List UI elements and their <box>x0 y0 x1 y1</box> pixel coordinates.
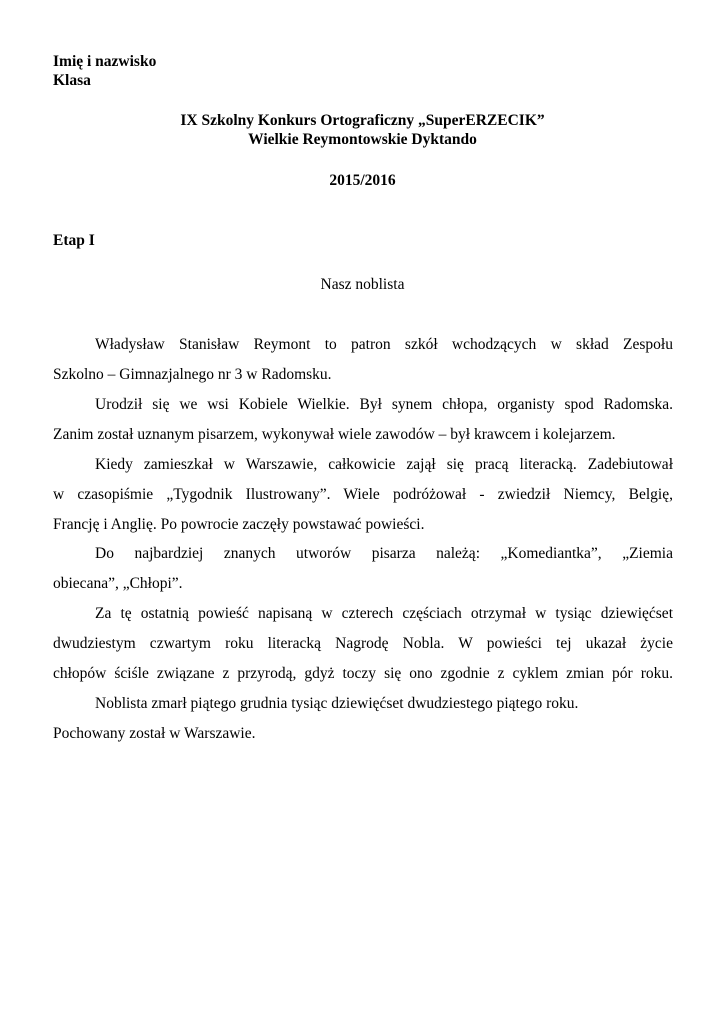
story-line: dwudziestym czwartym roku literacką Nagrodę Nobla. W powieści tej ukazał życie <box>53 635 673 652</box>
story-line: Szkolno – Gimnazjalnego nr 3 w Radomsku. <box>53 366 332 383</box>
story-line: w czasopiśmie „Tygodnik Ilustrowany”. Wiele podróżował - zwiedził Niemcy, Belgię, <box>53 486 673 503</box>
contest-subtitle: Wielkie Reymontowskie Dyktando <box>248 131 477 148</box>
story-line: Francję i Anglię. Po powrocie zaczęły powstawać powieści. <box>53 516 425 533</box>
story-title: Nasz noblista <box>320 276 405 293</box>
story-line: chłopów ściśle związane z przyrodą, gdyż toczy się ono zgodnie z cyklem zmian pór roku. <box>53 665 673 682</box>
school-year: 2015/2016 <box>329 172 396 189</box>
name-label: Imię i nazwisko <box>53 53 157 70</box>
class-label: Klasa <box>53 72 91 89</box>
story-line: obiecana”, „Chłopi”. <box>53 575 183 592</box>
story-line: Władysław Stanisław Reymont to patron szkół wchodzących w skład Zespołu <box>95 336 673 353</box>
story-line: Kiedy zamieszkał w Warszawie, całkowicie zajął się pracą literacką. Zadebiutował <box>95 456 673 473</box>
story-line: Za tę ostatnią powieść napisaną w czterech częściach otrzymał w tysiąc dziewięćset <box>95 605 673 622</box>
stage-label: Etap I <box>53 232 95 249</box>
story-line: Do najbardziej znanych utworów pisarza należą: „Komediantka”, „Ziemia <box>95 545 673 562</box>
story-line: Pochowany został w Warszawie. <box>53 725 256 742</box>
story-line: Zanim został uznanym pisarzem, wykonywał wiele zawodów – był krawcem i kolejarzem. <box>53 426 616 443</box>
contest-title: IX Szkolny Konkurs Ortograficzny „SuperERZECIK” <box>180 112 545 129</box>
story-line: Noblista zmarł piątego grudnia tysiąc dziewięćset dwudziestego piątego roku. <box>95 695 579 712</box>
story-line: Urodził się we wsi Kobiele Wielkie. Był synem chłopa, organisty spod Radomska. <box>95 396 673 413</box>
